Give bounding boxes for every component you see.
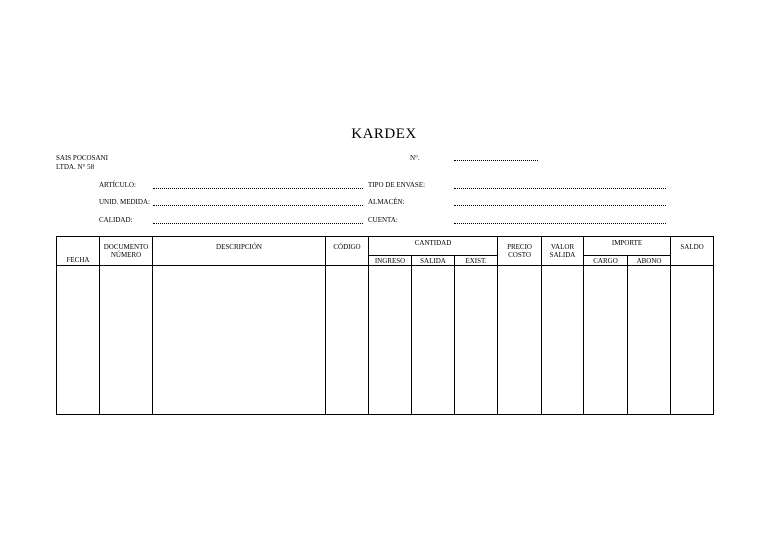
col-valor-label: VALOR <box>550 243 575 251</box>
page-title: KARDEX <box>351 126 417 142</box>
col-codigo-label: CÓDIGO <box>333 243 361 251</box>
tipo-envase-label: TIPO DE ENVASE: <box>368 181 426 189</box>
col-precio-label: PRECIO <box>507 243 532 251</box>
col-documento <box>100 237 153 266</box>
cell-abono[interactable] <box>628 266 671 415</box>
col-codigo <box>326 237 369 266</box>
col-costo-label: COSTO <box>508 251 531 259</box>
col-salida <box>412 256 455 266</box>
col-cantidad <box>369 237 498 256</box>
col-cargo <box>584 256 628 266</box>
col-precio-costo <box>498 237 542 266</box>
col-numero-label: NÚMERO <box>110 251 142 259</box>
col-descripcion-label: DESCRIPCIÓN <box>216 243 262 251</box>
calidad-field[interactable] <box>153 223 363 224</box>
cell-valor-salida[interactable] <box>542 266 584 415</box>
col-exist <box>455 256 498 266</box>
kardex-table <box>56 236 714 415</box>
cell-cargo[interactable] <box>584 266 628 415</box>
col-abono <box>628 256 671 266</box>
articulo-label: ARTÍCULO: <box>99 181 136 189</box>
cell-saldo[interactable] <box>671 266 714 415</box>
col-saldo-label: SALDO <box>680 243 704 251</box>
cell-descripcion[interactable] <box>153 266 326 415</box>
col-importe <box>584 237 671 256</box>
number-field[interactable] <box>454 160 538 161</box>
cuenta-field[interactable] <box>454 223 666 224</box>
tipo-envase-field[interactable] <box>454 188 666 189</box>
col-fecha-label: FECHA <box>66 256 90 264</box>
cell-exist[interactable] <box>455 266 498 415</box>
cell-precio-costo[interactable] <box>498 266 542 415</box>
col-saldo <box>671 237 714 266</box>
col-cantidad-label: CANTIDAD <box>414 239 452 247</box>
number-label: N°. <box>410 154 420 162</box>
calidad-label: CALIDAD: <box>99 216 133 224</box>
col-cargo-label: CARGO <box>593 256 618 265</box>
col-valor-salida-label: SALIDA <box>549 251 576 259</box>
col-salida-label: SALIDA <box>420 256 446 265</box>
cell-salida[interactable] <box>412 266 455 415</box>
company-number: LTDA. N° 58 <box>56 163 95 171</box>
col-valor-salida <box>542 237 584 266</box>
almacen-label: ALMACÉN: <box>368 198 405 206</box>
col-descripcion <box>153 237 326 266</box>
unid-medida-field[interactable] <box>153 205 363 206</box>
col-ingreso <box>369 256 412 266</box>
cell-documento[interactable] <box>100 266 153 415</box>
cell-codigo[interactable] <box>326 266 369 415</box>
articulo-field[interactable] <box>153 188 363 189</box>
col-ingreso-label: INGRESO <box>374 256 406 265</box>
col-importe-label: IMPORTE <box>611 239 643 247</box>
col-exist-label: EXIST. <box>465 256 487 265</box>
col-documento-label: DOCUMENTO <box>103 243 149 251</box>
cell-ingreso[interactable] <box>369 266 412 415</box>
col-abono-label: ABONO <box>636 256 662 265</box>
unid-medida-label: UNID. MEDIDA: <box>99 198 150 206</box>
cuenta-label: CUENTA: <box>368 216 398 224</box>
company-name: SAIS POCOSANI <box>56 154 108 162</box>
col-fecha <box>57 237 100 266</box>
cell-fecha[interactable] <box>57 266 100 415</box>
almacen-field[interactable] <box>454 205 666 206</box>
